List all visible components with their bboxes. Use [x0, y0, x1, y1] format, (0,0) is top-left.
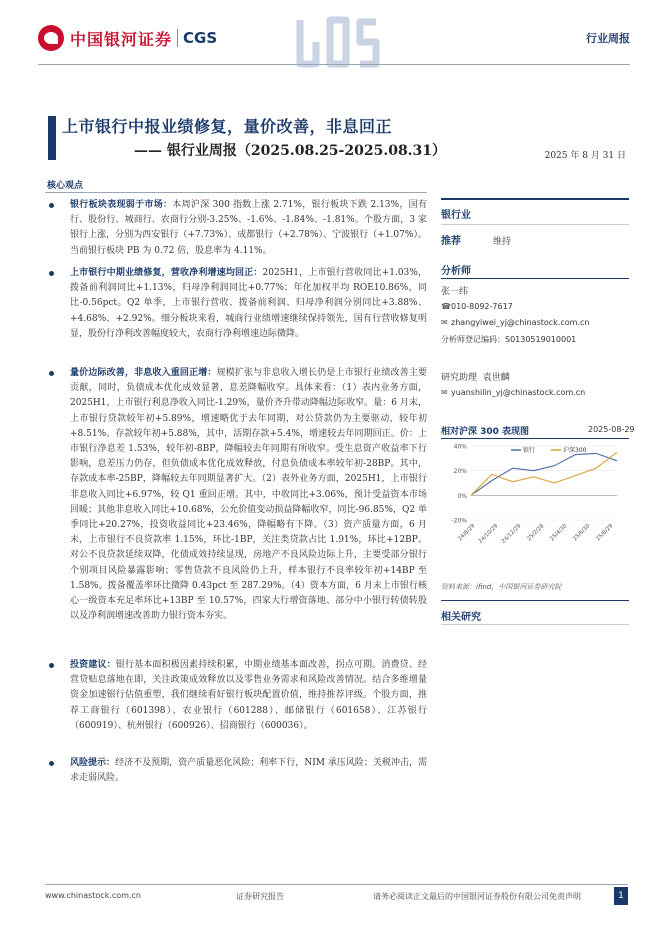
assistant-label: 研究助理	[441, 373, 478, 383]
chart-legend-label: 银行	[523, 447, 536, 454]
analyst-phone-row	[441, 302, 513, 311]
key-point-body: 2025H1，上市银行营收同比+1.03%，拨备前利润同比+1.13%，归母净利润同比+0.77%；年化加权平均 ROE10.86%，同比-0.56pct。Q2 单季，上市银行营收、拨备前利润、归母净利润分别同比+3.88%、+4.68%、+2.92%。细分板块来看，城商行业绩增速继续保持领先，国有行营收修复明显，股份行净利改善幅度较大，农商行净利增速边际微降。	[70, 268, 427, 339]
relative-performance-chart	[441, 440, 629, 572]
analyst-phone: 010-8092-7617	[451, 302, 513, 311]
chart-y-tick: -20%	[451, 517, 467, 525]
bullet-icon	[49, 203, 54, 208]
chart-x-tick: 25/6/30	[572, 523, 592, 543]
chart-heading: 相对沪深 300 表现图	[441, 427, 530, 437]
report-type: 行业周报	[586, 32, 630, 45]
chart-series-line	[471, 452, 617, 495]
chart-x-tick: 24/12/29	[500, 523, 523, 545]
page-title: 上市银行中报业绩修复，量价改善，非息回正	[62, 117, 393, 136]
key-point-item	[49, 198, 427, 259]
logo-mark-icon	[38, 25, 64, 51]
chart-source: 资料来源：ifind，中国银河证券研究院	[441, 583, 562, 591]
key-point-head: 投资建议：	[70, 660, 116, 670]
assistant-name: 袁世麟	[482, 373, 510, 383]
bullet-icon	[49, 761, 54, 766]
analyst-heading: 分析师	[441, 266, 471, 277]
footer-doc-type: 证券研究报告	[236, 892, 284, 901]
bullet-icon	[49, 371, 54, 376]
industry-label: 银行业	[441, 210, 471, 221]
sidebar-top-rule	[441, 198, 629, 200]
rating-value: 维持	[493, 237, 512, 247]
page-number: 1	[614, 887, 628, 905]
chart-y-tick: 0%	[457, 492, 467, 500]
header-divider	[38, 64, 630, 65]
key-point-head: 量价边际改善，非息收入重回正增：	[70, 368, 217, 378]
related-bottom-rule	[441, 624, 629, 625]
sidebar-divider	[441, 224, 629, 225]
company-logo	[38, 24, 217, 52]
key-points-heading: 核心观点	[47, 181, 84, 191]
key-point-item	[49, 266, 427, 342]
chart-x-tick: 25/2/28	[526, 523, 546, 543]
key-point-body: 规模扩张与非息收入增长仍是上市银行业绩改善主要贡献，同时，负债成本优化成效显著，息差降幅收窄。具体来看：（1）表内业务方面，2025H1，上市银行利息净收入同比-1.29%，量价齐升带动降幅边际收窄。量：6 月末，上市银行贷款较年初+5.89%，增速略优于去年同期，对公贷款仍为主要驱动，较年初+8.51%。存款较年初+5.88%，其中，活期存款+5.4%，增速较去年同期回正。价：上市银行净息差 1.53%，较年初-8BP，降幅较去年同期有所收窄。受生息资产收益率下行影响，息差压力仍存，但负债成本优化成效释放，付息负债成本率较年初-28BP。其中，存款成本率-25BP，降幅较去年同期显著扩大。（2）表外业务方面，2025H1，上市银行非息收入同比+6.97%，较 Q1 重回正增。其中，中收同比+3.06%，预计受益资本市场回暖；其他非息收入同比+10.68%，公允价值变动损益降幅收窄，同比-96.85%，Q2 单季同比+20.27%，投资收益同比+23.46%，降幅略有下降。（3）资产质量方面，6 月末，上市银行不良贷款率 1.15%，环比-1BP，关注类贷款占比 1.91%，环比+12BP。对公不良贷款延续双降，化债成效持续显现，房地产不良风险边际上升，主要受部分银行个别项目风险暴露影响；零售贷款不良风险仍上升，样本银行不良率较年初+14BP 至 1.58%。拨备覆盖率环比微降 0.43pct 至 287.29%。（4）资本方面，6 月末上市银行核心一级资本充足率环比+13BP 至 10.57%，四家大行增资落地、部分中小银行转债转股以及净利润增速改善助力银行资本夯实。	[70, 368, 427, 622]
footer-disclaimer: 请务必阅读正文最后的中国银河证券股份有限公司免责声明	[373, 892, 581, 901]
chart-y-tick: 40%	[453, 443, 467, 451]
analyst-cert: 分析师登记编码：S0130519010001	[441, 335, 577, 344]
key-point-head: 银行板块表现弱于市场：	[70, 200, 173, 210]
logo-cn-text: 中国银河证券	[70, 29, 173, 49]
key-point-item	[49, 658, 427, 734]
key-point-body: 经济不及预期，资产质量恶化风险；利率下行，NIM 承压风险；关税冲击，需求走弱风险。	[70, 758, 427, 784]
chart-legend-label: 沪深300	[563, 447, 587, 454]
chart-date: 2025-08-29	[588, 425, 635, 434]
assistant-email-row	[441, 388, 585, 397]
footer-website[interactable]: www.chinastock.com.cn	[45, 891, 141, 900]
key-point-head: 上市银行中期业绩修复，营收净利增速均回正：	[70, 268, 263, 278]
cgs-watermark-icon	[290, 12, 386, 72]
chart-x-tick: 24/10/29	[477, 523, 500, 545]
chart-divider	[441, 438, 629, 439]
bullet-icon	[49, 271, 54, 276]
key-point-body: 本周沪深 300 指数上涨 2.71%，银行板块下跌 2.13%，国有行、股份行、城商行、农商行分别-3.25%、-1.6%、-1.84%、-1.81%。个股方面，3 家银行上涨，分别为西安银行（+7.73%）、成都银行（+2.78%）、宁波银行（+1.07%）。当前银行板块 PB 为 0.72 倍，股息率为 4.11%。	[70, 200, 427, 256]
analyst-name: 张一纬	[441, 287, 469, 297]
key-point-item	[49, 366, 427, 624]
related-divider	[441, 600, 629, 601]
footer-divider	[45, 884, 628, 885]
phone-icon: ☎	[441, 302, 451, 311]
bullet-icon	[49, 663, 54, 668]
page-subtitle: —— 银行业周报（2025.08.25-2025.08.31）	[134, 143, 447, 159]
report-date: 2025 年 8 月 31 日	[544, 151, 626, 161]
chart-y-tick: 20%	[453, 468, 467, 476]
rating-label: 推荐	[441, 236, 461, 247]
key-points-divider	[45, 192, 427, 193]
analyst-email[interactable]: zhangyiwei_yj@chinastock.com.cn	[451, 318, 590, 327]
chart-x-tick: 25/4/30	[549, 523, 569, 543]
assistant-email[interactable]: yuanshilin_yj@chinastock.com.cn	[451, 388, 586, 397]
assistant-row	[441, 370, 510, 383]
key-point-head: 风险提示：	[70, 758, 116, 768]
key-point-item	[49, 756, 427, 786]
email-icon: ✉	[441, 388, 448, 397]
email-icon: ✉	[441, 318, 448, 327]
related-heading: 相关研究	[441, 612, 481, 623]
logo-separator	[177, 29, 178, 47]
chart-x-tick: 24/8/29	[457, 523, 477, 543]
analyst-divider	[441, 278, 629, 279]
analyst-email-row	[441, 318, 589, 327]
title-accent-bar	[48, 116, 56, 160]
key-point-body: 银行基本面积极因素持续积累，中期业绩基本面改善，拐点可期。消费贷、经营贷贴息落地在即，关注政策成效释放以及零售业务需求和风险改善情况。结合多维增量资金加速银行估值重塑，我们继续看好银行板块配置价值，维持推荐评级。个股方面，推荐工商银行（601398）、农业银行（601288）、邮储银行（601658）、江苏银行（600919）、杭州银行（600926）、招商银行（600036）。	[70, 660, 427, 731]
logo-en-text: CGS	[183, 29, 218, 47]
chart-x-tick: 25/8/29	[595, 523, 615, 543]
